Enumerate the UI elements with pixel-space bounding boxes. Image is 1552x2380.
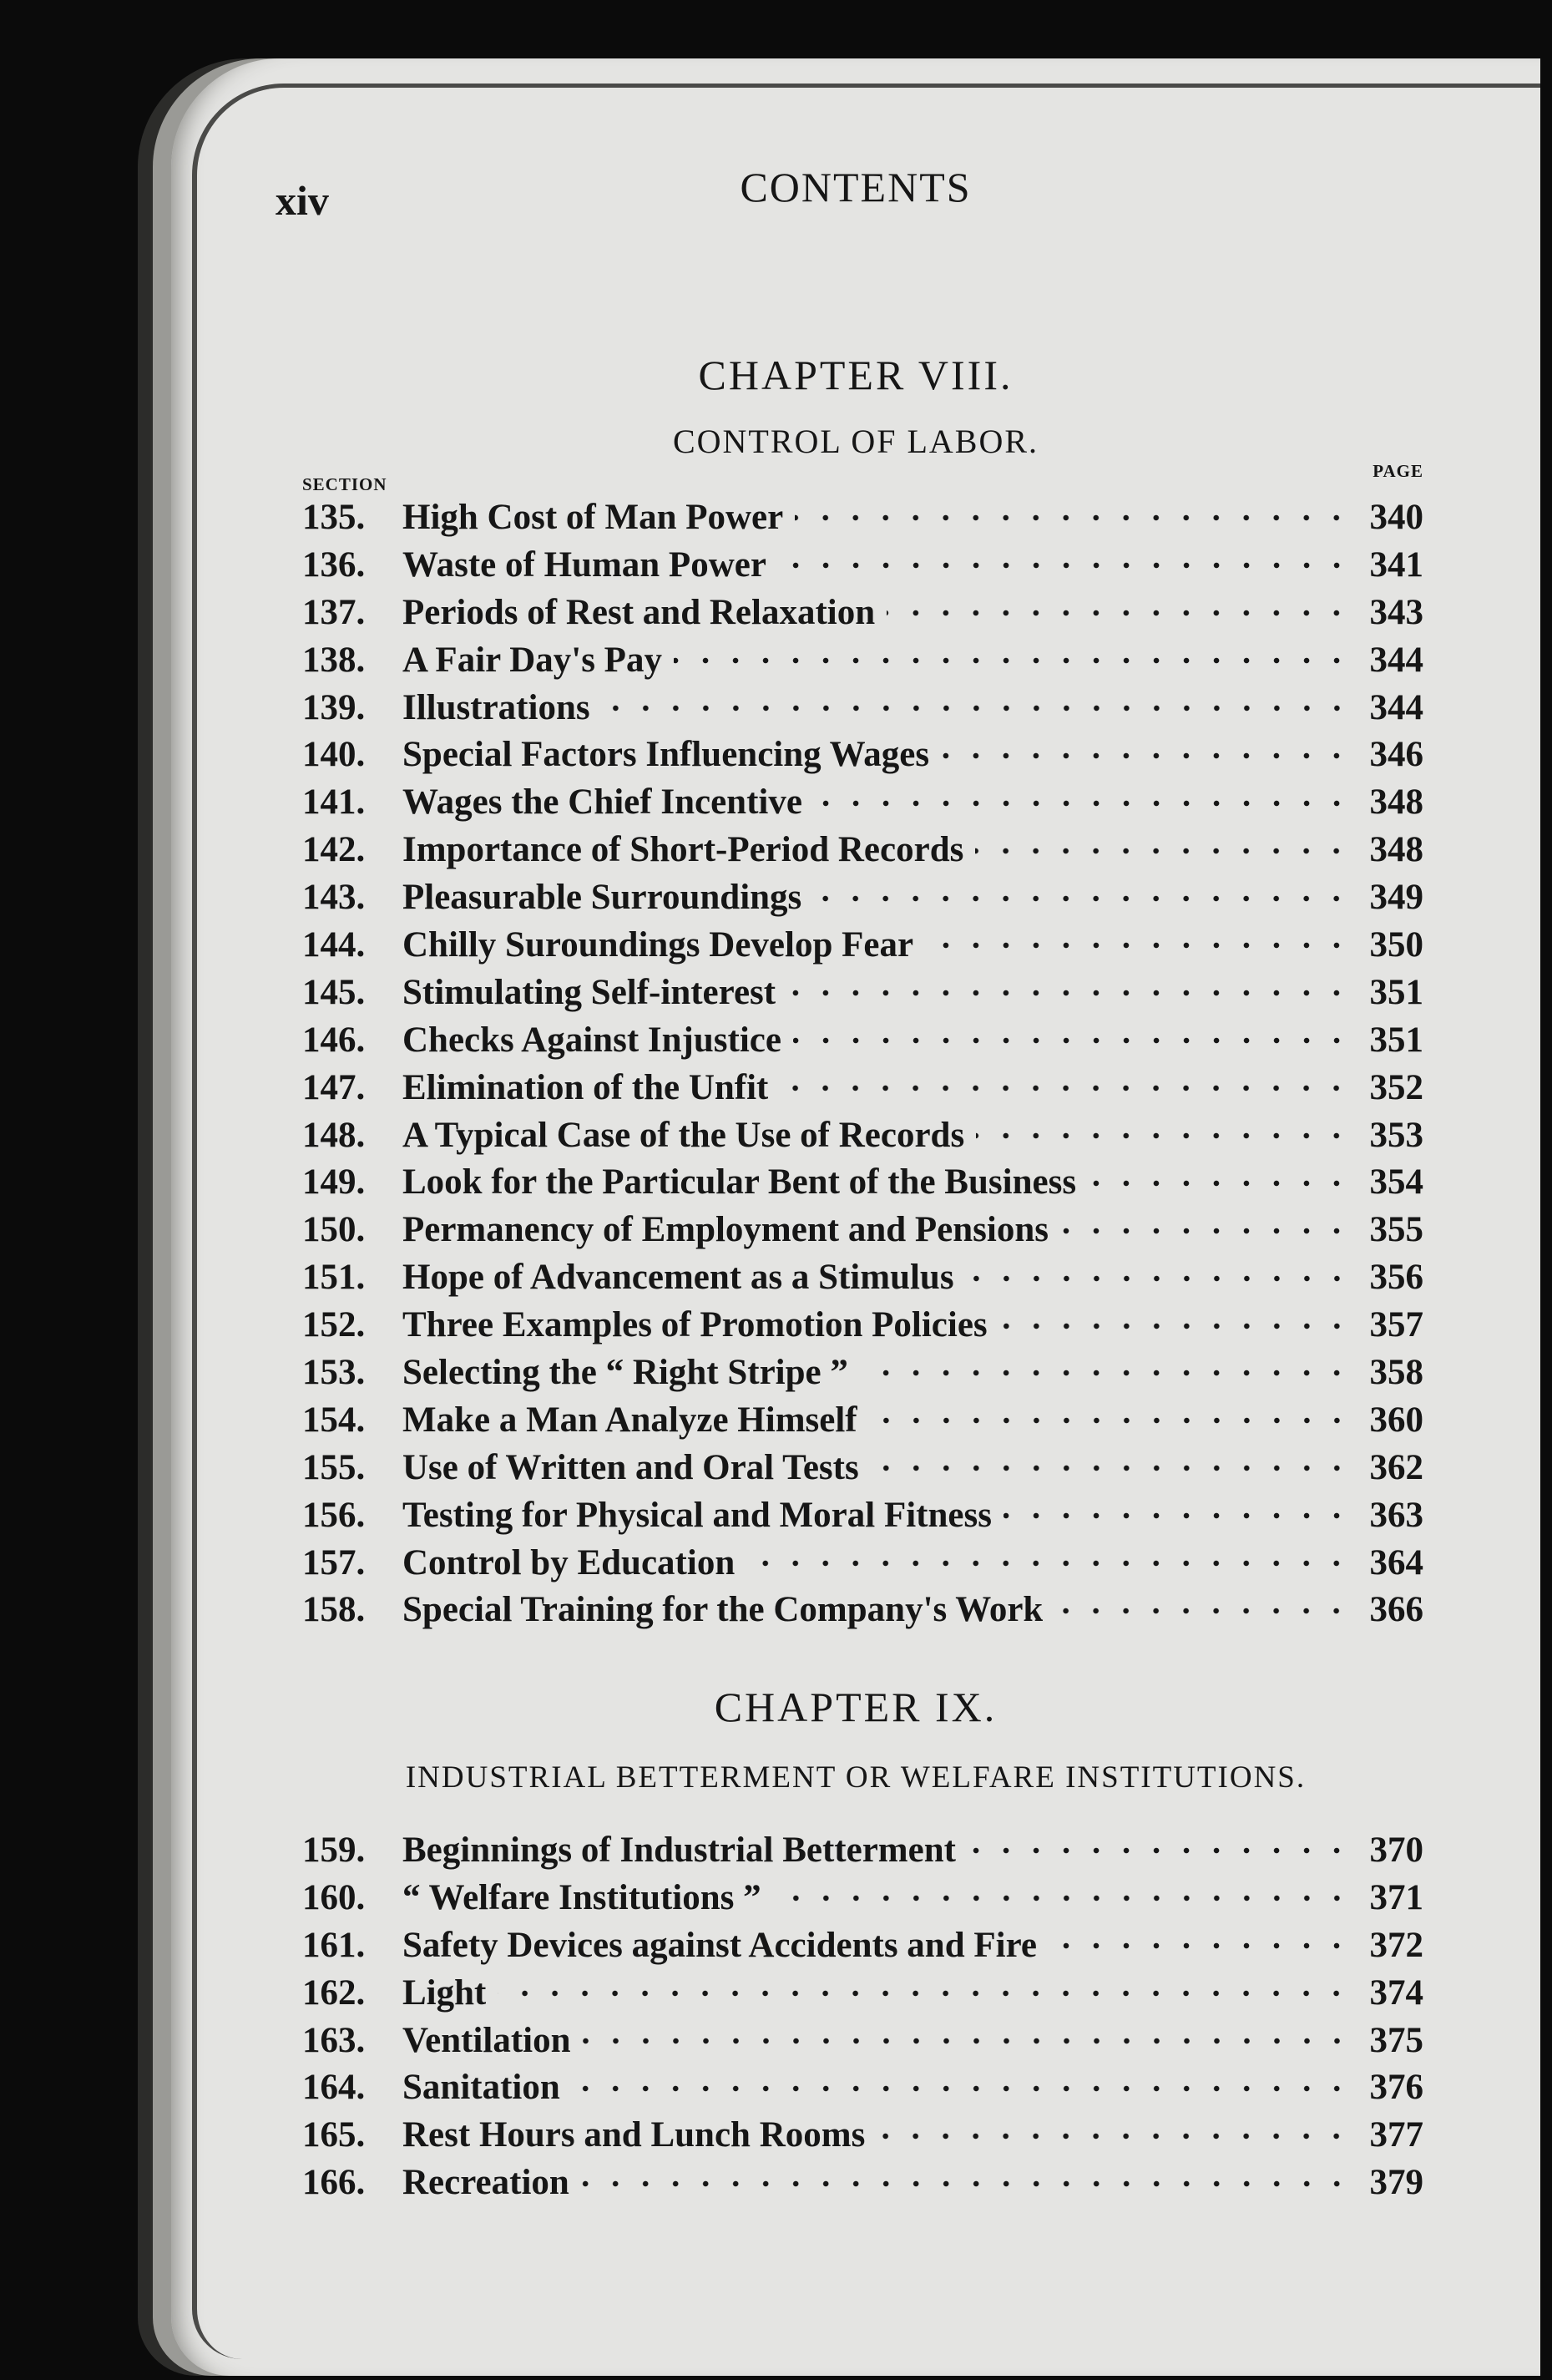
- entry-title: Permanency of Employment and Pensions: [402, 1210, 1049, 1250]
- toc-entry: [302, 1492, 1423, 1540]
- entry-title: Testing for Physical and Moral Fitness: [402, 1495, 992, 1535]
- section-number: 138.: [302, 640, 366, 680]
- page-number: 366: [1369, 1590, 1423, 1630]
- page-column-label: PAGE: [1373, 461, 1423, 481]
- page-number: 341: [1369, 544, 1423, 585]
- dot-leader: [1054, 1607, 1352, 1615]
- dot-leader: [572, 2084, 1352, 2093]
- section-number: 140.: [302, 735, 366, 775]
- section-number: 166.: [302, 2163, 366, 2203]
- toc-entry: [302, 1112, 1423, 1160]
- dot-leader: [602, 704, 1352, 712]
- section-number: 148.: [302, 1115, 366, 1155]
- dot-leader: [674, 656, 1352, 665]
- toc-entry: [302, 1970, 1423, 2018]
- toc-entry: [302, 1397, 1423, 1445]
- entry-title: Beginnings of Industrial Betterment: [402, 1831, 956, 1870]
- entry-title: Stimulating Self-interest: [402, 972, 776, 1012]
- entry-title: Light: [402, 1972, 487, 2013]
- entry-title: A Fair Day's Pay: [402, 640, 662, 680]
- dot-leader: [869, 1416, 1352, 1425]
- page-number: 371: [1369, 1877, 1423, 1917]
- running-title: CONTENTS: [740, 164, 972, 210]
- toc-entry: [302, 827, 1423, 874]
- section-number: 141.: [302, 782, 366, 823]
- section-number: 146.: [302, 1020, 366, 1060]
- dot-leader: [1060, 1227, 1352, 1235]
- page-number: 376: [1369, 2068, 1423, 2108]
- section-number: 152.: [302, 1305, 366, 1345]
- section-number: 137.: [302, 592, 366, 632]
- page-number: 375: [1369, 2020, 1423, 2060]
- entry-title: “ Welfare Institutions ”: [402, 1877, 761, 1917]
- toc-entry: [302, 1065, 1423, 1112]
- entry-title: Look for the Particular Bent of the Business: [402, 1162, 1077, 1203]
- entry-title: Importance of Short-Period Records: [402, 830, 964, 870]
- section-column-label: SECTION: [302, 474, 387, 494]
- section-number: 153.: [302, 1353, 366, 1393]
- section-number: 157.: [302, 1542, 366, 1582]
- entry-title: Ventilation: [402, 2020, 571, 2060]
- dot-leader: [968, 1846, 1352, 1855]
- dot-leader: [780, 1084, 1352, 1092]
- page-number: 357: [1369, 1305, 1423, 1345]
- dot-leader: [773, 1894, 1352, 1902]
- chapter-8-entries: [302, 494, 1423, 1634]
- dot-leader: [975, 847, 1352, 855]
- section-number: 165.: [302, 2115, 366, 2155]
- toc-entry: [302, 542, 1423, 590]
- page-number: 354: [1369, 1162, 1423, 1203]
- dot-leader: [887, 609, 1352, 617]
- chapter-9-heading: CHAPTER IX.: [714, 1684, 998, 1730]
- section-number: 143.: [302, 878, 366, 918]
- toc-entry: [302, 685, 1423, 732]
- section-number: 145.: [302, 972, 366, 1012]
- page-number: 350: [1369, 925, 1423, 965]
- chapter-9-subtitle: INDUSTRIAL BETTERMENT OR WELFARE INSTITUTIONS.: [405, 1760, 1307, 1795]
- section-number: 158.: [302, 1590, 366, 1630]
- page-number: 340: [1369, 498, 1423, 537]
- dot-leader: [746, 1559, 1352, 1567]
- toc-entry: [302, 1207, 1423, 1254]
- section-number: 149.: [302, 1162, 366, 1203]
- section-number: 155.: [302, 1447, 366, 1487]
- toc-entry: [302, 874, 1423, 922]
- section-number: 159.: [302, 1831, 366, 1870]
- toc-entry: [302, 637, 1423, 685]
- entry-title: High Cost of Man Power: [402, 498, 784, 537]
- entry-title: Hope of Advancement as a Stimulus: [402, 1258, 954, 1298]
- toc-entry: [302, 494, 1423, 542]
- page-folio: xiv: [276, 177, 329, 224]
- toc-entry: [302, 779, 1423, 827]
- page-number: 362: [1369, 1447, 1423, 1487]
- page-number: 374: [1369, 1972, 1423, 2013]
- page-number: 356: [1369, 1258, 1423, 1298]
- entry-title: Periods of Rest and Relaxation: [402, 592, 876, 632]
- section-number: 136.: [302, 544, 366, 585]
- section-number: 142.: [302, 830, 366, 870]
- page-number: 360: [1369, 1400, 1423, 1440]
- dot-leader: [795, 514, 1352, 522]
- page-number: 351: [1369, 1020, 1423, 1060]
- dot-leader: [778, 561, 1352, 570]
- section-number: 151.: [302, 1258, 366, 1298]
- toc-entry: [302, 1159, 1423, 1207]
- section-number: 154.: [302, 1400, 366, 1440]
- entry-title: Elimination of the Unfit: [402, 1067, 769, 1107]
- section-number: 147.: [302, 1067, 366, 1107]
- toc-entry: [302, 1827, 1423, 1875]
- entry-title: Wages the Chief Incentive: [402, 782, 802, 823]
- section-number: 150.: [302, 1210, 366, 1250]
- page-number: 346: [1369, 735, 1423, 775]
- chapter-8-subtitle: CONTROL OF LABOR.: [672, 423, 1039, 460]
- dot-leader: [814, 799, 1352, 808]
- section-number: 135.: [302, 498, 366, 537]
- page-number: 353: [1369, 1115, 1423, 1155]
- dot-leader: [581, 2180, 1352, 2188]
- entry-title: Control by Education: [402, 1542, 736, 1582]
- toc-entry: [302, 1350, 1423, 1397]
- entry-title: Sanitation: [402, 2068, 560, 2108]
- toc-entry: [302, 922, 1423, 970]
- toc-entry: [302, 2160, 1423, 2207]
- section-number: 156.: [302, 1495, 366, 1535]
- running-head: [171, 163, 1540, 224]
- dot-leader: [999, 1322, 1352, 1330]
- page-number: 348: [1369, 782, 1423, 823]
- toc-entry: [302, 1302, 1423, 1350]
- page-number: 344: [1369, 687, 1423, 727]
- entry-title: Illustrations: [402, 687, 590, 727]
- section-number: 163.: [302, 2020, 366, 2060]
- section-number: 144.: [302, 925, 366, 965]
- entry-title: Three Examples of Promotion Policies: [402, 1305, 988, 1345]
- toc-entry: [302, 1254, 1423, 1302]
- section-number: 160.: [302, 1877, 366, 1917]
- dot-leader: [583, 2037, 1352, 2045]
- book-page: [171, 58, 1540, 2376]
- entry-title: A Typical Case of the Use of Records: [402, 1115, 965, 1155]
- dot-leader: [976, 1132, 1352, 1140]
- dot-leader: [1088, 1179, 1352, 1187]
- entry-title: Special Factors Influencing Wages: [402, 735, 930, 775]
- toc-entry: [302, 732, 1423, 779]
- page-number: 377: [1369, 2115, 1423, 2155]
- entry-title: Pleasurable Surroundings: [402, 878, 802, 918]
- page-number: 351: [1369, 972, 1423, 1012]
- toc-entry: [302, 590, 1423, 637]
- entry-title: Waste of Human Power: [402, 544, 766, 585]
- chapter-8-heading: CHAPTER VIII.: [698, 352, 1014, 398]
- page-number: 364: [1369, 1542, 1423, 1582]
- toc-entry: [302, 1540, 1423, 1588]
- toc-entry: [302, 1922, 1423, 1970]
- toc-entry: [302, 970, 1423, 1017]
- dot-leader: [813, 894, 1352, 903]
- page-number: 352: [1369, 1067, 1423, 1107]
- entry-title: Chilly Suroundings Develop Fear: [402, 925, 914, 965]
- section-number: 139.: [302, 687, 366, 727]
- page-number: 349: [1369, 878, 1423, 918]
- dot-leader: [1003, 1512, 1352, 1520]
- page-number: 363: [1369, 1495, 1423, 1535]
- page-number: 379: [1369, 2163, 1423, 2203]
- toc-entry: [302, 2018, 1423, 2065]
- dot-leader: [966, 1274, 1352, 1283]
- toc-entry: [302, 2112, 1423, 2160]
- page-number: 355: [1369, 1210, 1423, 1250]
- toc-entry: [302, 1017, 1423, 1065]
- page-number: 358: [1369, 1353, 1423, 1393]
- entry-title: Safety Devices against Accidents and Fire: [402, 1925, 1037, 1965]
- section-number: 164.: [302, 2068, 366, 2108]
- dot-leader: [925, 941, 1352, 949]
- dot-leader: [793, 1036, 1352, 1045]
- entry-title: Special Training for the Company's Work: [402, 1590, 1044, 1630]
- dot-leader: [787, 989, 1352, 997]
- dot-leader: [498, 1989, 1352, 1998]
- toc-entry: [302, 1445, 1423, 1492]
- dot-leader: [860, 1369, 1352, 1377]
- section-number: 161.: [302, 1925, 366, 1965]
- dot-leader: [1049, 1942, 1352, 1950]
- entry-title: Make a Man Analyze Himself: [402, 1400, 857, 1440]
- toc-entry: [302, 1587, 1423, 1634]
- dot-leader: [877, 2132, 1352, 2140]
- toc-entry: [302, 2064, 1423, 2112]
- page-number: 344: [1369, 640, 1423, 680]
- page-number: 343: [1369, 592, 1423, 632]
- dot-leader: [941, 752, 1352, 760]
- dot-leader: [871, 1464, 1352, 1472]
- toc-entry: [302, 1875, 1423, 1922]
- entry-title: Use of Written and Oral Tests: [402, 1447, 859, 1487]
- entry-title: Recreation: [402, 2163, 569, 2203]
- chapter-9-entries: [302, 1827, 1423, 2207]
- entry-title: Checks Against Injustice: [402, 1020, 781, 1060]
- entry-title: Rest Hours and Lunch Rooms: [402, 2115, 866, 2155]
- section-number: 162.: [302, 1972, 366, 2013]
- entry-title: Selecting the “ Right Stripe ”: [402, 1353, 848, 1393]
- page-number: 370: [1369, 1831, 1423, 1870]
- page-number: 348: [1369, 830, 1423, 870]
- page-number: 372: [1369, 1925, 1423, 1965]
